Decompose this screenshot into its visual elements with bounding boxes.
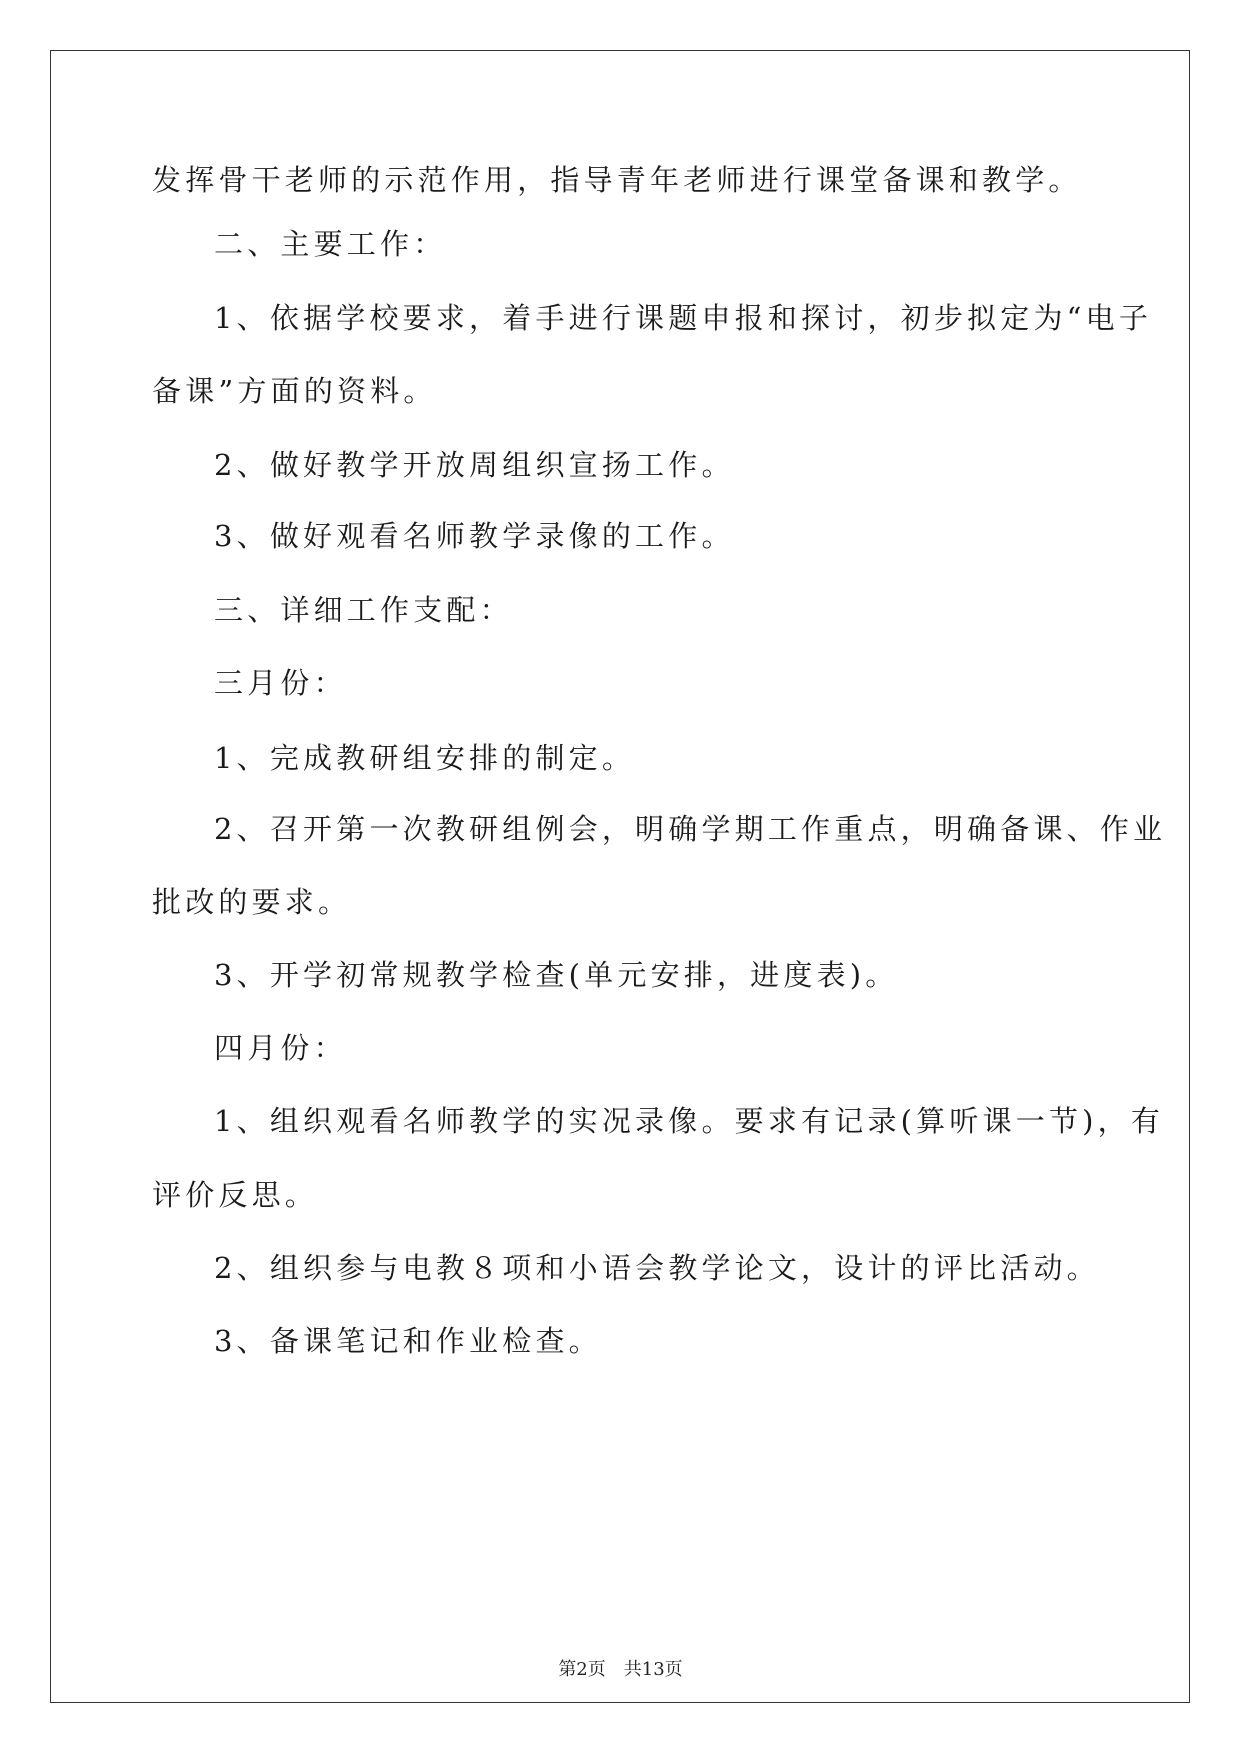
page-number-footer: 第2页 共13页 [558,1659,683,1680]
paragraph-line: 备课”方面的资料。 [152,374,437,408]
paragraph-line: 2、组织参与电教８项和小语会教学论文，设计的评比活动。 [214,1251,1100,1285]
paragraph-line: 2、做好教学开放周组织宣扬工作。 [214,448,735,482]
paragraph-line: 评价反思。 [152,1178,319,1212]
paragraph-line: 批改的要求。 [152,885,352,919]
month-heading: 四月份： [214,1031,347,1065]
paragraph-line: 3、开学初常规教学检查(单元安排，进度表)。 [214,958,899,992]
section-heading: 三、详细工作支配： [214,593,513,627]
page-border [50,50,1190,1703]
paragraph-line: 1、组织观看名师教学的实况录像。要求有记录(算听课一节)，有 [214,1104,1165,1138]
paragraph-line: 1、完成教研组安排的制定。 [214,741,636,775]
section-heading: 二、主要工作： [214,227,447,261]
paragraph-line: 1、依据学校要求，着手进行课题申报和探讨，初步拟定为“电子 [214,301,1153,335]
paragraph-line: 发挥骨干老师的示范作用，指导青年老师进行课堂备课和教学。 [152,163,1082,197]
paragraph-line: 3、备课笔记和作业检查。 [214,1324,602,1358]
paragraph-line: 3、做好观看名师教学录像的工作。 [214,519,735,553]
month-heading: 三月份： [214,666,347,700]
paragraph-line: 2、召开第一次教研组例会，明确学期工作重点，明确备课、作业 [214,812,1167,846]
